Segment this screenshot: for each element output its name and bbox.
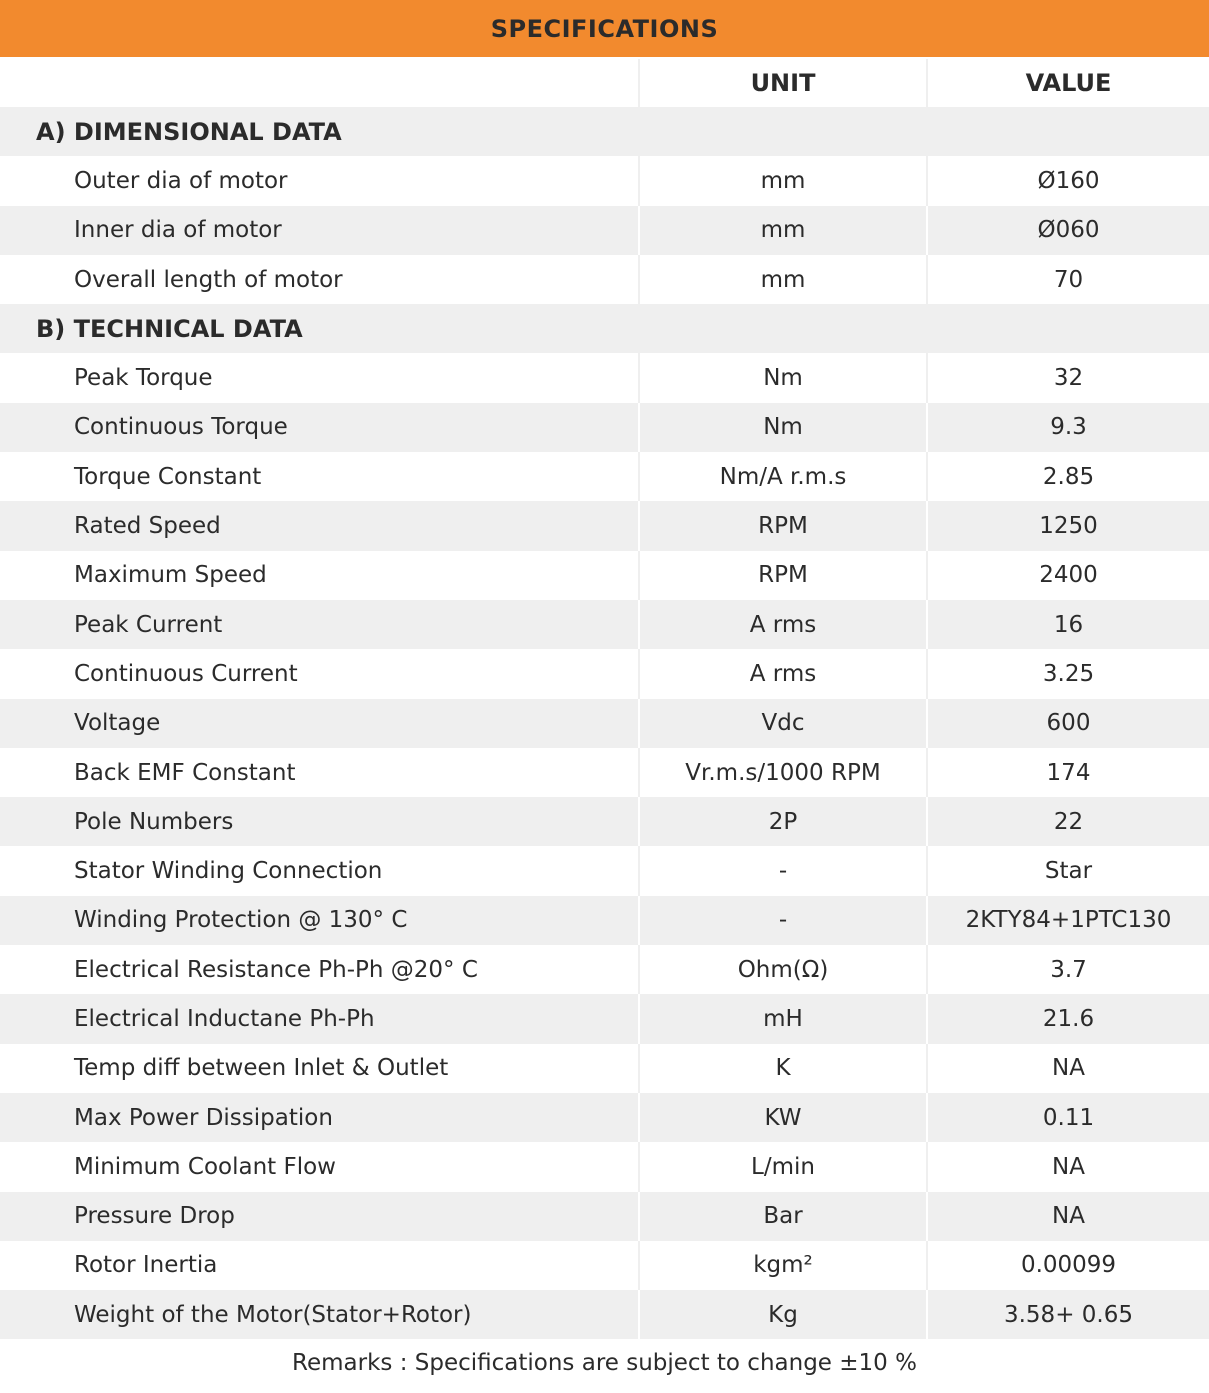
spec-row (0, 353, 1209, 402)
spec-value: 32 (926, 353, 1209, 402)
section-heading-row (0, 304, 1209, 353)
spec-row (0, 1192, 1209, 1241)
spec-parameter: Max Power Dissipation (74, 1104, 333, 1131)
spec-value: 2.85 (926, 452, 1209, 501)
spec-row (0, 994, 1209, 1043)
spec-value: 70 (926, 255, 1209, 304)
spec-value: 16 (926, 600, 1209, 649)
spec-row (0, 600, 1209, 649)
spec-unit: mm (638, 206, 926, 255)
spec-unit: K (638, 1044, 926, 1093)
spec-unit: RPM (638, 501, 926, 550)
spec-value: Ø160 (926, 156, 1209, 205)
spec-unit: Kg (638, 1290, 926, 1339)
spec-value: 3.58+ 0.65 (926, 1290, 1209, 1339)
parameter-column-header (0, 59, 638, 107)
spec-parameter: Weight of the Motor(Stator+Rotor) (74, 1301, 472, 1328)
spec-parameter: Overall length of motor (74, 266, 343, 293)
spec-value: 0.00099 (926, 1241, 1209, 1290)
spec-unit: mm (638, 255, 926, 304)
spec-parameter: Minimum Coolant Flow (74, 1153, 336, 1180)
spec-row (0, 501, 1209, 550)
spec-row (0, 1044, 1209, 1093)
spec-row (0, 255, 1209, 304)
spec-parameter: Stator Winding Connection (74, 858, 383, 885)
spec-value: 2400 (926, 551, 1209, 600)
spec-row (0, 748, 1209, 797)
value-column-header: VALUE (926, 59, 1209, 107)
specifications-table (0, 59, 1209, 1339)
spec-unit: Vr.m.s/1000 RPM (638, 748, 926, 797)
spec-value: 2KTY84+1PTC130 (926, 896, 1209, 945)
spec-parameter: Electrical Inductane Ph-Ph (74, 1005, 375, 1032)
spec-value: 3.7 (926, 945, 1209, 994)
spec-unit: L/min (638, 1142, 926, 1191)
unit-column-header: UNIT (638, 59, 926, 107)
spec-unit: A rms (638, 600, 926, 649)
spec-parameter: Outer dia of motor (74, 167, 288, 194)
spec-row (0, 1241, 1209, 1290)
spec-unit: Ohm(Ω) (638, 945, 926, 994)
spec-value: 3.25 (926, 649, 1209, 698)
spec-value: NA (926, 1192, 1209, 1241)
spec-parameter: Inner dia of motor (74, 217, 282, 244)
spec-unit: 2P (638, 797, 926, 846)
spec-row (0, 699, 1209, 748)
spec-parameter: Rotor Inertia (74, 1252, 218, 1279)
spec-value: 600 (926, 699, 1209, 748)
spec-row (0, 403, 1209, 452)
spec-row (0, 452, 1209, 501)
spec-unit: Bar (638, 1192, 926, 1241)
spec-parameter: Pole Numbers (74, 808, 234, 835)
spec-row (0, 1142, 1209, 1191)
spec-parameter: Peak Current (74, 611, 223, 638)
spec-row (0, 649, 1209, 698)
spec-value: Ø060 (926, 206, 1209, 255)
spec-parameter: Torque Constant (74, 463, 262, 490)
spec-row (0, 797, 1209, 846)
spec-unit: - (638, 846, 926, 895)
spec-unit: mH (638, 994, 926, 1043)
section-heading-row (0, 107, 1209, 156)
spec-unit: RPM (638, 551, 926, 600)
spec-parameter: Continuous Torque (74, 414, 288, 441)
spec-parameter: Rated Speed (74, 513, 221, 540)
spec-row (0, 896, 1209, 945)
spec-value: 21.6 (926, 994, 1209, 1043)
spec-parameter: Temp diff between Inlet & Outlet (74, 1055, 449, 1082)
spec-row (0, 551, 1209, 600)
spec-parameter: Electrical Resistance Ph-Ph @20° C (74, 956, 478, 983)
spec-parameter: Winding Protection @ 130° C (74, 907, 408, 934)
spec-unit: - (638, 896, 926, 945)
spec-value: Star (926, 846, 1209, 895)
spec-parameter: Peak Torque (74, 365, 213, 392)
spec-value: NA (926, 1142, 1209, 1191)
spec-row (0, 945, 1209, 994)
spec-value: 9.3 (926, 403, 1209, 452)
specifications-title: SPECIFICATIONS (0, 0, 1209, 57)
spec-unit: Nm (638, 353, 926, 402)
spec-value: 1250 (926, 501, 1209, 550)
spec-row (0, 846, 1209, 895)
spec-value: NA (926, 1044, 1209, 1093)
section-heading: A) DIMENSIONAL DATA (36, 117, 342, 146)
spec-unit: mm (638, 156, 926, 205)
column-header-row (0, 59, 1209, 107)
spec-row (0, 206, 1209, 255)
spec-row (0, 1290, 1209, 1339)
spec-unit: Vdc (638, 699, 926, 748)
spec-unit: A rms (638, 649, 926, 698)
spec-unit: Nm/A r.m.s (638, 452, 926, 501)
spec-unit: Nm (638, 403, 926, 452)
spec-value: 174 (926, 748, 1209, 797)
spec-parameter: Maximum Speed (74, 562, 267, 589)
spec-value: 22 (926, 797, 1209, 846)
spec-parameter: Back EMF Constant (74, 759, 296, 786)
spec-row (0, 156, 1209, 205)
spec-parameter: Pressure Drop (74, 1203, 235, 1230)
spec-value: 0.11 (926, 1093, 1209, 1142)
spec-unit: kgm² (638, 1241, 926, 1290)
spec-unit: KW (638, 1093, 926, 1142)
spec-parameter: Continuous Current (74, 660, 298, 687)
section-heading: B) TECHNICAL DATA (36, 314, 303, 343)
spec-row (0, 1093, 1209, 1142)
spec-parameter: Voltage (74, 710, 161, 737)
remarks-note: Remarks : Specifications are subject to change ±10 % (292, 1350, 917, 1376)
